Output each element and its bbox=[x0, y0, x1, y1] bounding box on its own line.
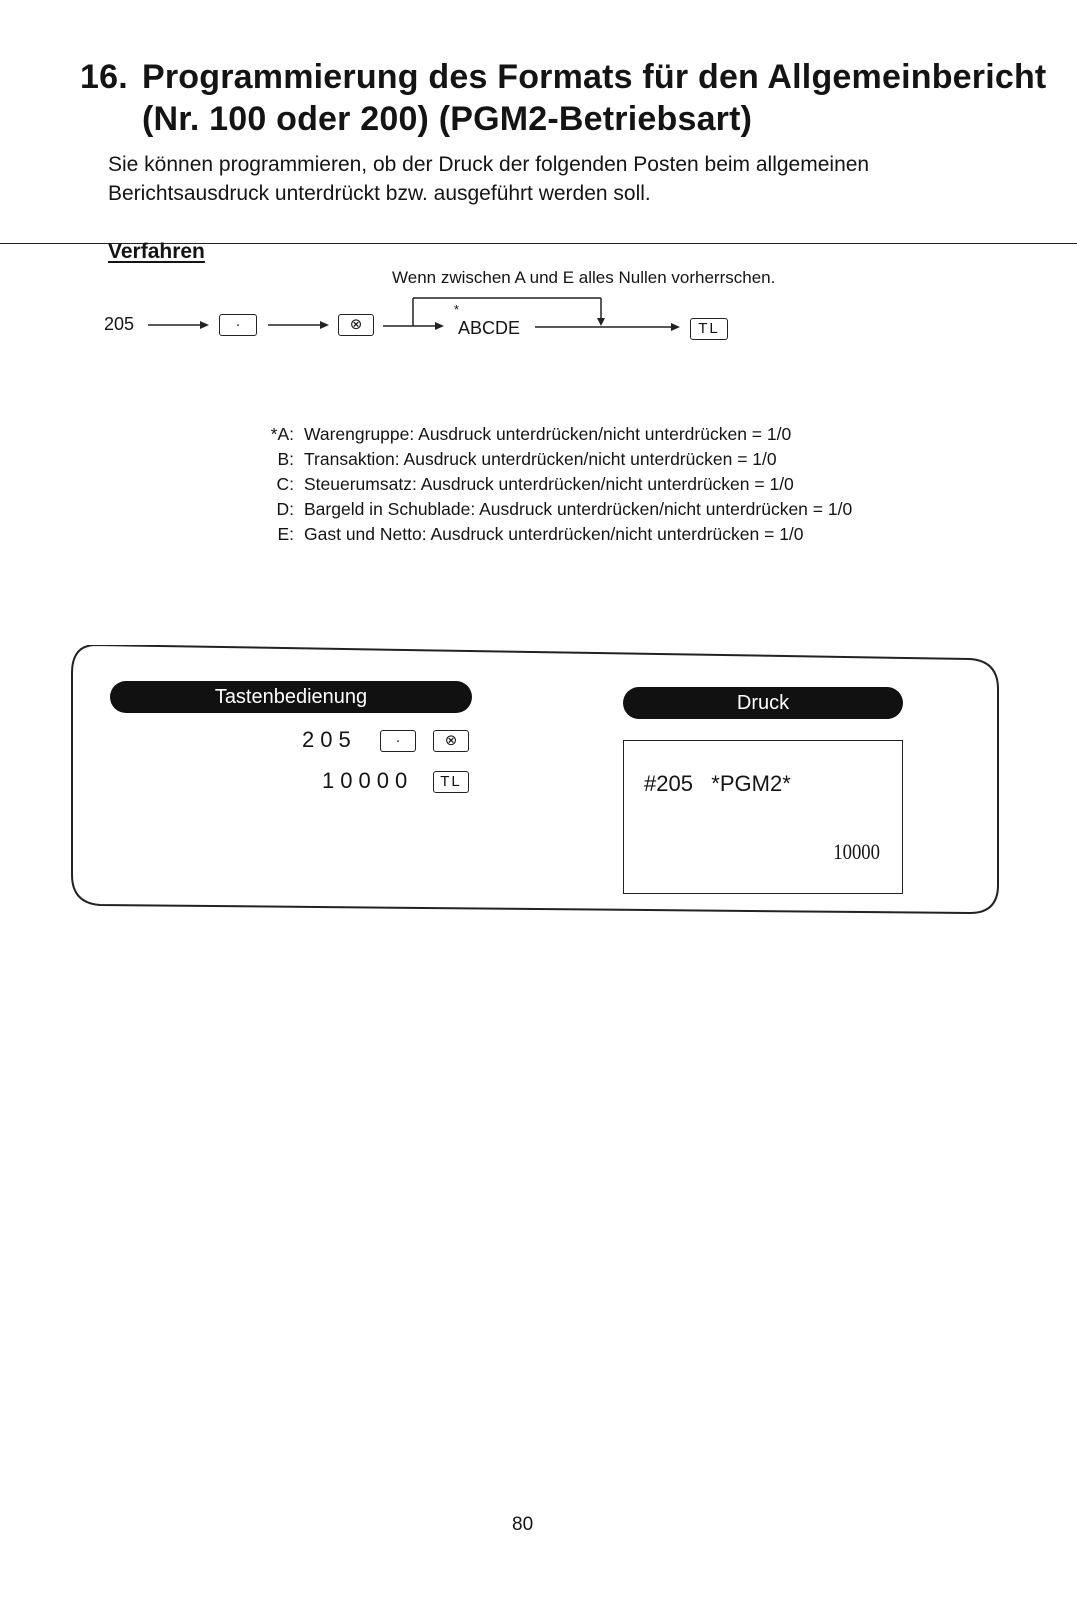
total-key: TL bbox=[433, 771, 469, 793]
title-line-2: (Nr. 100 oder 200) (PGM2-Betriebsart) bbox=[142, 100, 753, 138]
arrow-icon bbox=[535, 320, 685, 334]
receipt-header-line bbox=[644, 771, 791, 797]
print-header: Druck bbox=[623, 687, 903, 719]
start-code: 205 bbox=[104, 314, 135, 334]
loop-note: Wenn zwischen A und E alles Nullen vorherrschen. bbox=[392, 268, 776, 287]
page-title bbox=[80, 56, 1046, 140]
arrow-icon bbox=[148, 318, 212, 332]
page-number: 80 bbox=[512, 1514, 534, 1535]
receipt-amount: 10000 bbox=[833, 839, 880, 864]
asterisk-mark: * bbox=[454, 302, 460, 317]
multiply-key: ⊗ bbox=[338, 314, 374, 336]
operation-header: Tastenbedienung bbox=[110, 681, 472, 713]
printout-receipt bbox=[623, 740, 903, 894]
intro-paragraph: Sie können programmieren, ob der Druck der folgenden Posten beim allgemeinen Berichtsausdruck unterdrückt bzw. ausgeführt werden soll. bbox=[108, 153, 870, 205]
legend-item: *A: Warengruppe: Ausdruck unterdrücken/nicht unterdrücken = 1/0 bbox=[270, 424, 792, 444]
decimal-point-key: · bbox=[219, 314, 257, 336]
legend-item: E: Gast und Netto: Ausdruck unterdrücken/nicht unterdrücken = 1/0 bbox=[277, 524, 804, 544]
legend-item: D: Bargeld in Schublade: Ausdruck unterdrücken/nicht unterdrücken = 1/0 bbox=[276, 499, 853, 519]
receipt-code: #205 bbox=[644, 771, 693, 796]
legend-item: C: Steuerumsatz: Ausdruck unterdrücken/nicht unterdrücken = 1/0 bbox=[276, 474, 794, 494]
title-line-1: Programmierung des Formats für den Allgemeinbericht bbox=[142, 58, 1047, 96]
key-sequence-row-2: 10000 bbox=[322, 768, 414, 793]
procedure-heading: Verfahren bbox=[108, 240, 205, 263]
abcde-input: ABCDE bbox=[458, 318, 521, 338]
receipt-mode: *PGM2* bbox=[711, 771, 791, 796]
legend-item: B: Transaktion: Ausdruck unterdrücken/nicht unterdrücken = 1/0 bbox=[277, 449, 777, 469]
decimal-point-key: · bbox=[380, 730, 416, 752]
total-key: TL bbox=[690, 318, 728, 340]
field-legend bbox=[236, 422, 852, 547]
multiply-key: ⊗ bbox=[433, 730, 469, 752]
section-number: 16. bbox=[80, 58, 128, 96]
arrow-icon bbox=[268, 318, 332, 332]
key-sequence-row-1: 205 bbox=[302, 727, 357, 752]
